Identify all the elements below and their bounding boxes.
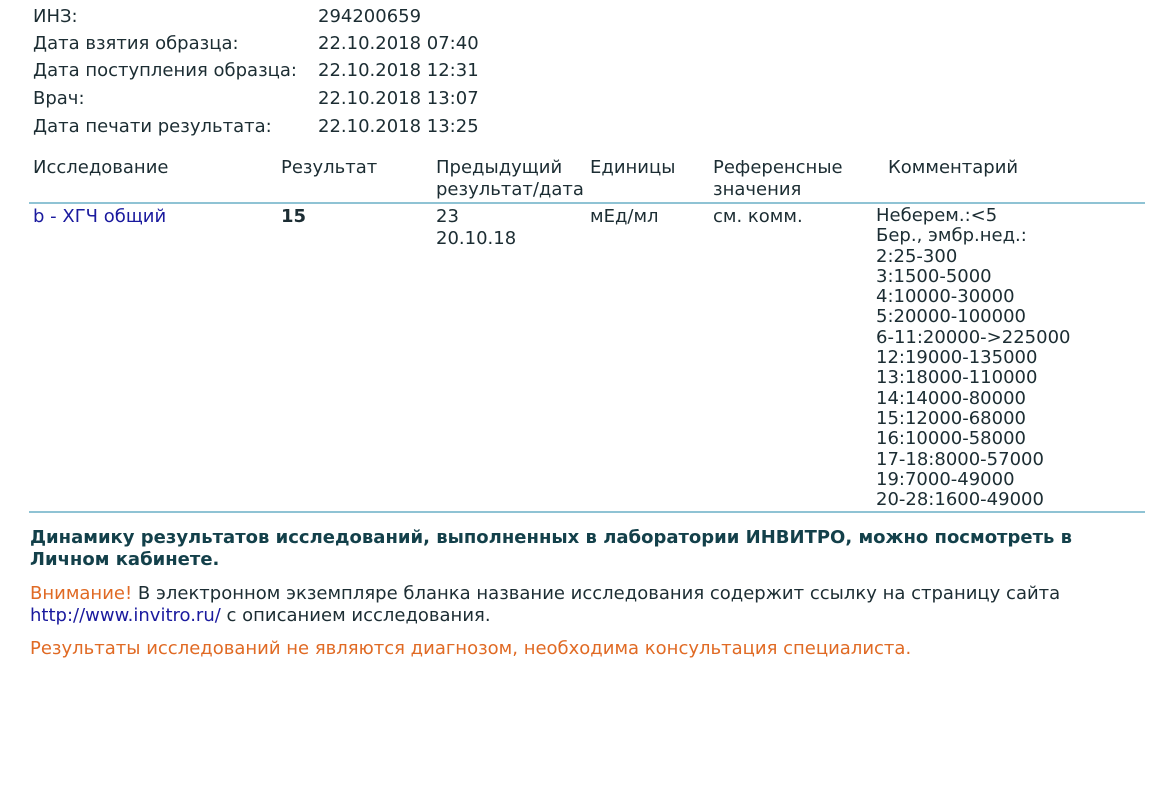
comment-line: 5:20000-100000 xyxy=(876,306,1026,328)
info-value: 22.10.2018 13:25 xyxy=(318,116,479,137)
info-label: Дата поступления образца: xyxy=(33,60,297,81)
comment-line: 2:25-300 xyxy=(876,245,958,267)
previous-result-date: 20.10.18 xyxy=(436,228,517,249)
column-header-comment: Комментарий xyxy=(888,157,1019,178)
comment-line: 12:19000-135000 xyxy=(876,347,1038,369)
comment-line: 16:10000-58000 xyxy=(876,428,1026,450)
header-divider xyxy=(29,202,1145,204)
info-value: 22.10.2018 13:07 xyxy=(318,88,479,109)
comment-line: 4:10000-30000 xyxy=(876,286,1015,308)
info-label: Врач: xyxy=(33,88,85,109)
comment-line: 15:12000-68000 xyxy=(876,407,1026,429)
disclaimer-note: Результаты исследований не являются диагнозом, необходима консультация специалиста. xyxy=(30,638,912,659)
column-header-previous-line2: результат/дата xyxy=(436,179,584,200)
column-header-reference-line2: значения xyxy=(713,179,802,200)
comment-line: 13:18000-110000 xyxy=(876,367,1038,389)
info-value: 22.10.2018 12:31 xyxy=(318,60,479,81)
attention-label: Внимание! xyxy=(30,583,133,604)
site-link[interactable]: http://www.invitro.ru/ xyxy=(30,605,221,626)
study-cell xyxy=(33,206,166,228)
study-name-link[interactable]: b - ХГЧ общий xyxy=(33,206,167,227)
comment-line: Бер., эмбр.нед.: xyxy=(876,225,1027,247)
site-link-suffix: с описанием исследования. xyxy=(220,605,491,626)
comment-line: Неберем.:<5 xyxy=(876,205,998,226)
comment-line: 14:14000-80000 xyxy=(876,387,1026,409)
column-header-previous xyxy=(436,157,584,201)
attention-note xyxy=(30,583,1140,627)
column-header-previous-line1: Предыдущий xyxy=(436,157,563,178)
units-value: мЕд/мл xyxy=(590,206,659,227)
comment-line: 19:7000-49000 xyxy=(876,468,1015,490)
column-header-result: Результат xyxy=(281,157,378,178)
info-label: Дата взятия образца: xyxy=(33,33,239,54)
comment-line: 3:1500-5000 xyxy=(876,265,992,287)
previous-result-cell xyxy=(436,206,516,250)
info-value: 294200659 xyxy=(318,6,422,27)
column-header-reference-line1: Референсные xyxy=(713,157,843,178)
info-value: 22.10.2018 07:40 xyxy=(318,33,479,54)
column-header-reference xyxy=(713,157,843,201)
column-header-units: Единицы xyxy=(590,157,676,178)
attention-text: В электронном экземпляре бланка название исследования содержит ссылку на страницу сайта xyxy=(132,583,1061,604)
comment-line: 6-11:20000->225000 xyxy=(876,326,1071,348)
result-value: 15 xyxy=(281,206,307,227)
dynamics-note: Динамику результатов исследований, выполненных в лаборатории ИНВИТРО, можно посмотреть в Личном кабинете. xyxy=(30,527,1073,570)
comment-line: 20-28:1600-49000 xyxy=(876,489,1044,511)
comment-line: 17-18:8000-57000 xyxy=(876,448,1044,470)
comment-cell xyxy=(876,206,1070,510)
info-label: ИНЗ: xyxy=(33,6,78,27)
table-bottom-divider xyxy=(29,511,1145,513)
previous-result-value: 23 xyxy=(436,206,459,227)
info-label: Дата печати результата: xyxy=(33,116,272,137)
column-header-study: Исследование xyxy=(33,157,169,178)
reference-value: см. комм. xyxy=(713,206,803,227)
